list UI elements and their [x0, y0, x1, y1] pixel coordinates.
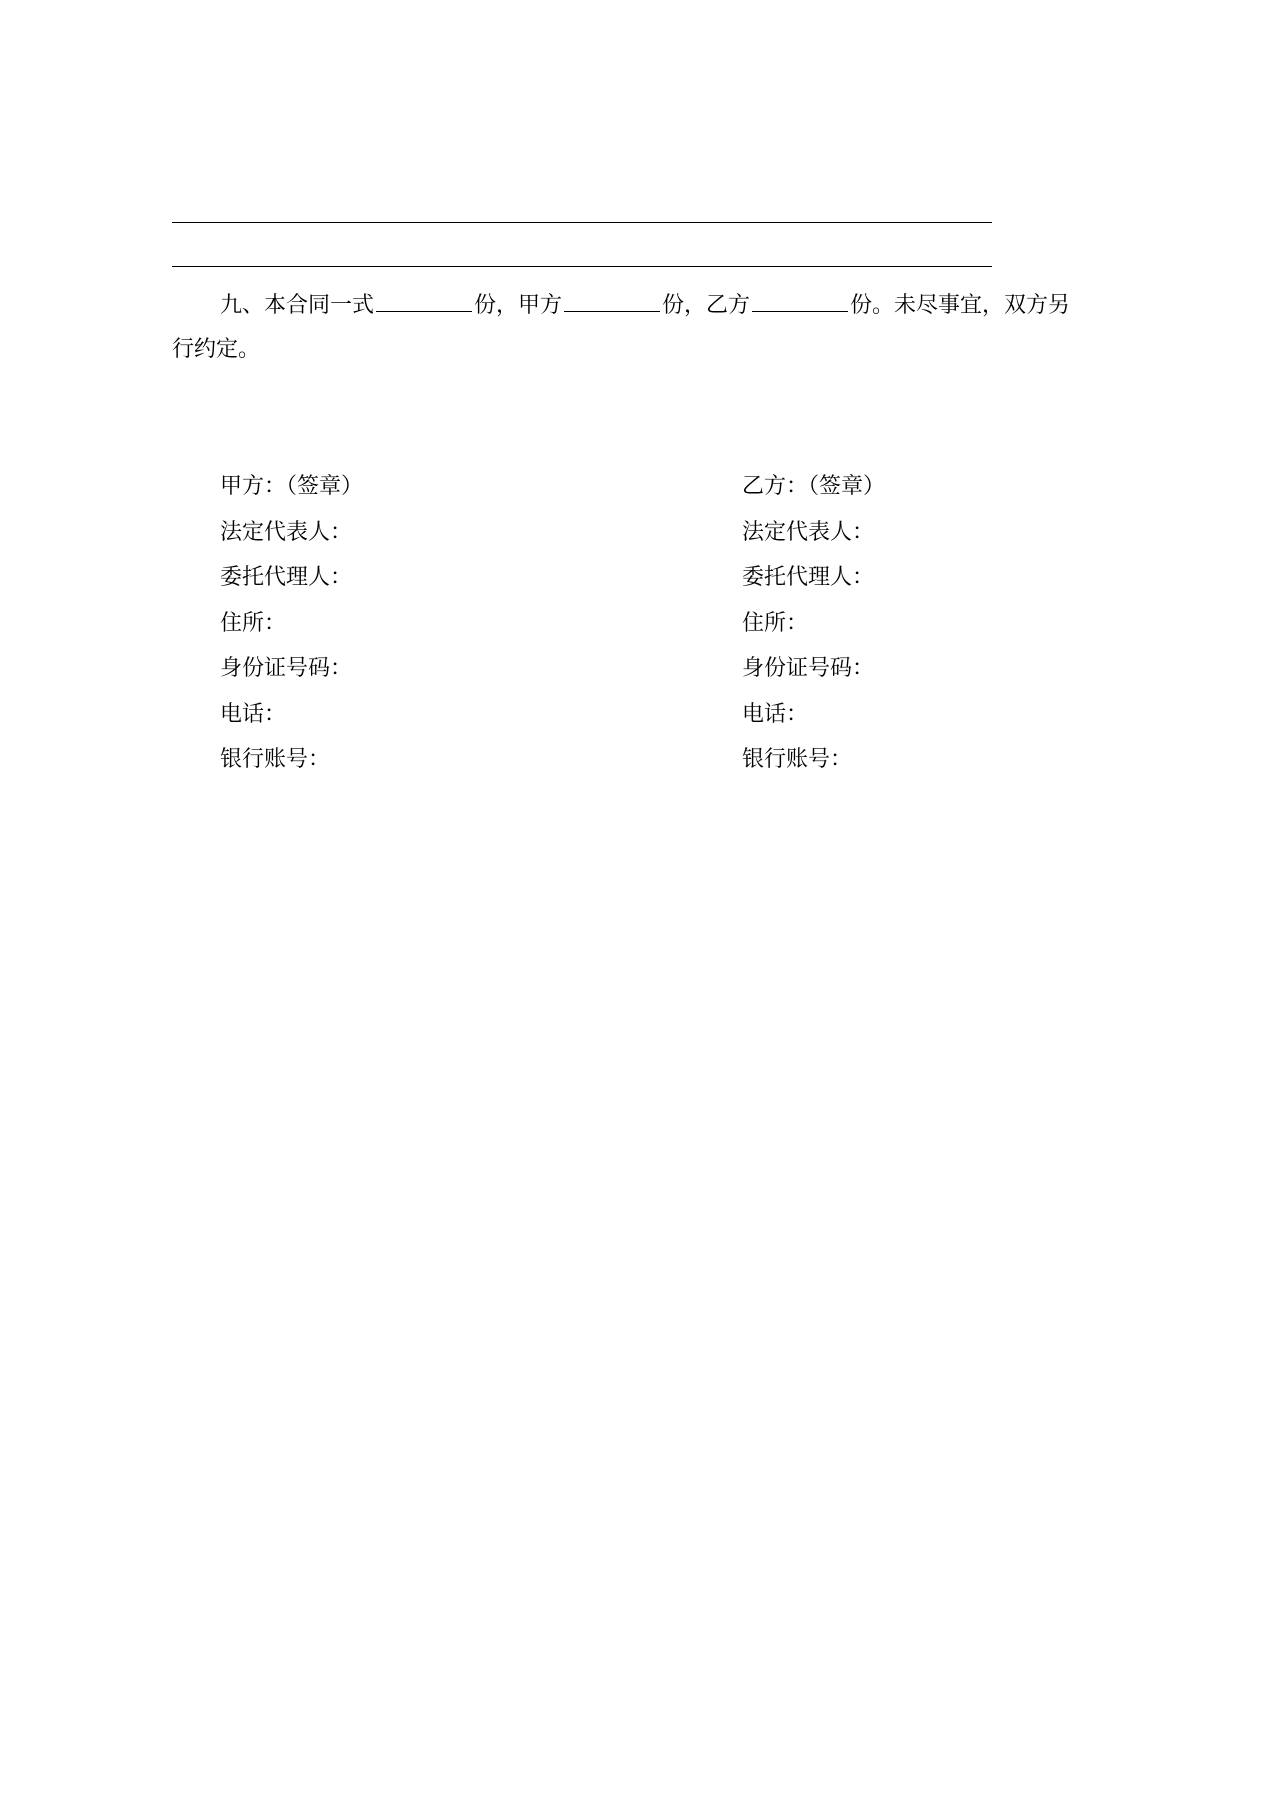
party-b-legal-rep: 法定代表人：: [742, 519, 875, 545]
party-a-id-number: 身份证号码：: [220, 656, 353, 681]
party-b-signature-block: [742, 464, 885, 783]
clause-nine-line-2: 行约定。: [172, 337, 261, 362]
party-b-address: 住所：: [742, 610, 809, 636]
clause-text: 份，乙方: [662, 293, 751, 318]
party-b-id-number: 身份证号码：: [742, 656, 875, 681]
party-b-title: 乙方：（签章）: [742, 474, 886, 499]
party-a-legal-rep: 法定代表人：: [220, 519, 353, 545]
clause-text: 份。未尽事宜，双方另: [850, 293, 1071, 318]
party-b-phone: 电话：: [742, 701, 809, 727]
party-a-phone: 电话：: [220, 701, 287, 727]
clause-text: 九、本合同一式: [220, 293, 375, 318]
party-b-agent: 委托代理人：: [742, 565, 875, 590]
party-b-bank-account: 银行账号：: [742, 747, 853, 772]
clause-nine: [172, 284, 1122, 372]
party-a-signature-block: [220, 464, 363, 783]
party-a-bank-account: 银行账号：: [220, 747, 331, 772]
party-a-address: 住所：: [220, 610, 287, 636]
fill-in-line: [172, 222, 992, 223]
copies-party-a-blank: [564, 287, 660, 312]
party-a-agent: 委托代理人：: [220, 565, 353, 590]
copies-total-blank: [376, 287, 472, 312]
copies-party-b-blank: [752, 287, 848, 312]
clause-nine-line-1: [172, 284, 1122, 328]
clause-text: 份，甲方: [474, 293, 563, 318]
fill-in-line: [172, 266, 992, 267]
party-a-title: 甲方：（签章）: [220, 474, 364, 499]
